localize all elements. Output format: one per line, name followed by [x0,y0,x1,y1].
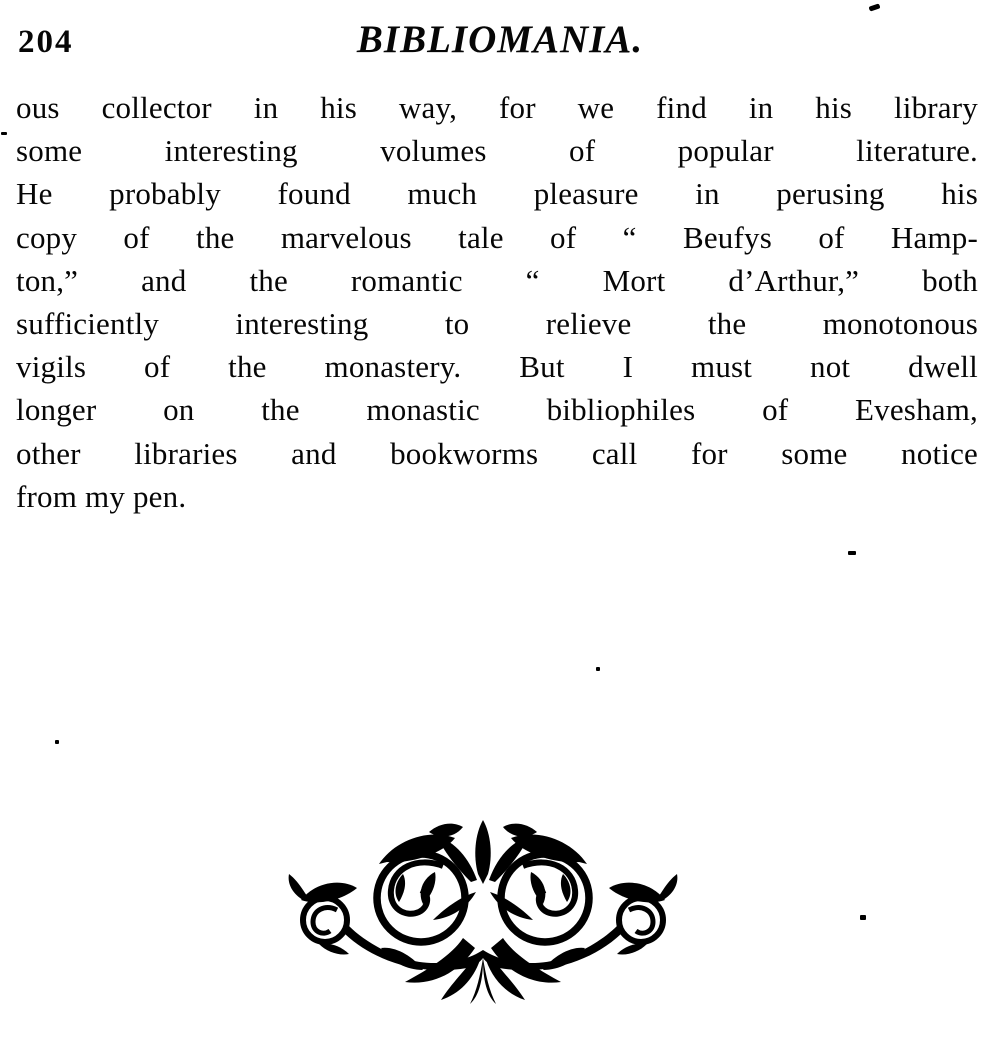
scan-speck [860,915,866,920]
page-header [0,20,1000,64]
floral-tailpiece-ornament [283,818,683,1010]
running-title: BIBLIOMANIA. [356,18,644,61]
text-line-2: some interesting volumes of popular literature. [16,133,978,169]
text-line-4: copy of the marvelous tale of “ Beufys of Hamp- [16,219,978,255]
text-line-8: longer on the monastic bibliophiles of Evesham, [16,392,978,428]
page-number: 204 [18,24,74,60]
text-line-7: vigils of the monastery. But I must not dwell [16,349,978,385]
scan-speck [848,551,856,555]
text-line-9: other libraries and bookworms call for some notice [16,435,978,471]
scan-speck [596,667,600,671]
scan-speck [1,132,7,135]
body-paragraph [16,86,978,518]
scan-speck [55,740,59,744]
text-line-3: He probably found much pleasure in perusing his [16,176,978,212]
text-line-10: from my pen. [16,478,187,514]
text-line-5: ton,” and the romantic “ Mort d’Arthur,” both [16,262,978,298]
text-line-6: sufficiently interesting to relieve the monotonous [16,305,978,341]
text-line-1: ous collector in his way, for we find in his library [16,90,978,125]
scan-speck [868,3,880,11]
